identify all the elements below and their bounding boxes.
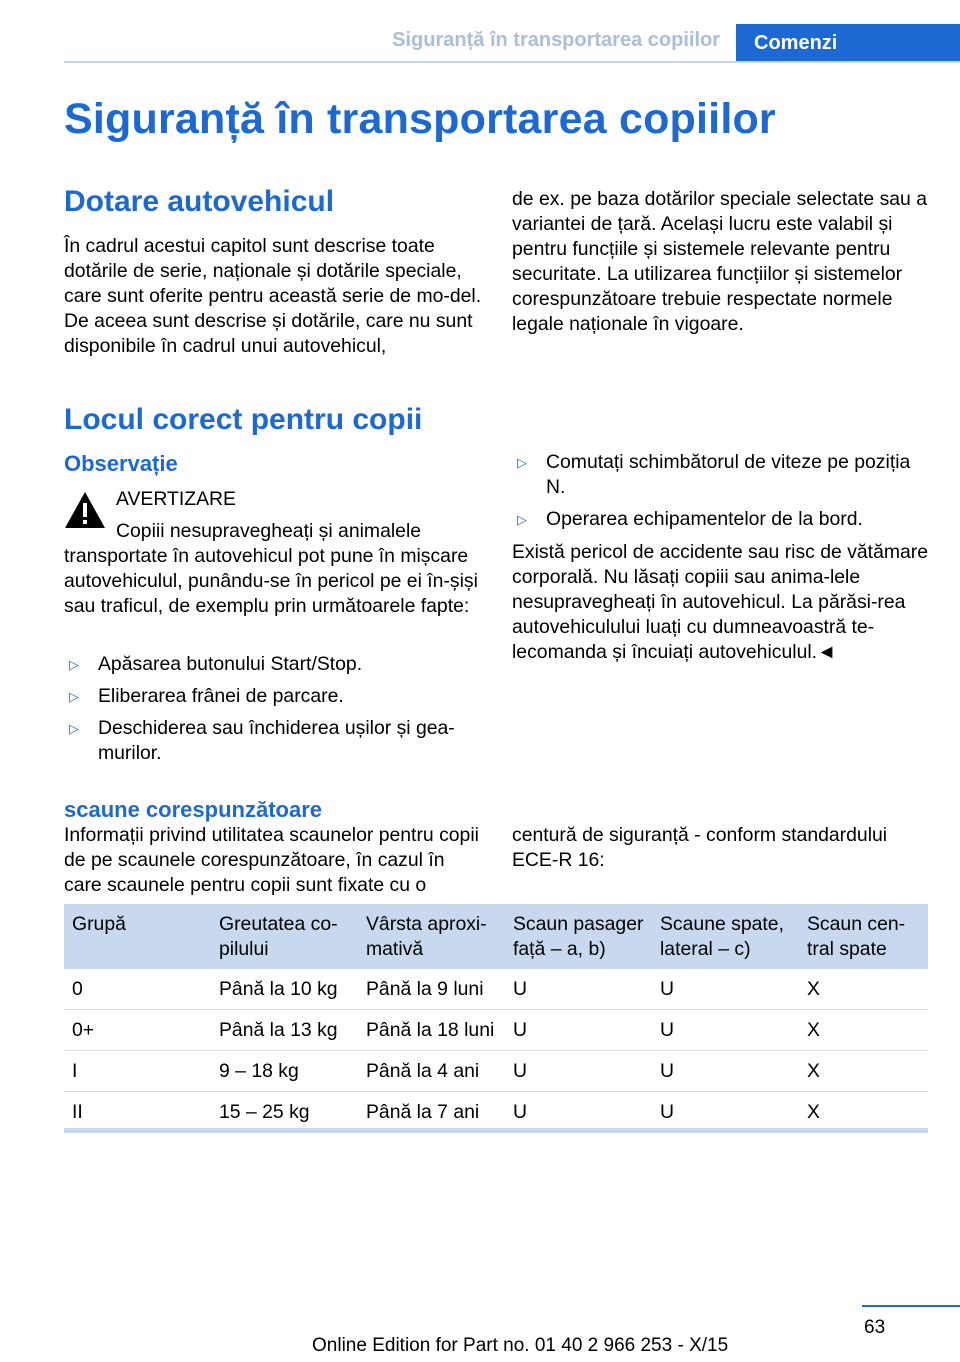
table-header-cell: Scaun pasager față – a, b)	[505, 904, 652, 969]
page-number: 63	[864, 1317, 886, 1338]
list-item: ▷ Eliberarea frânei de parcare.	[69, 685, 344, 707]
bullet-triangle-icon: ▷	[69, 689, 79, 704]
scaune-text-col2: centură de siguranță - conform standardului ECE-R 16:	[512, 824, 888, 871]
table-cell: U	[652, 1051, 799, 1092]
page-number-rule	[862, 1305, 960, 1307]
table-cell: Până la 4 ani	[358, 1051, 505, 1092]
heading-dotare: Dotare autovehicul	[64, 185, 335, 218]
table-cell: U	[505, 1010, 652, 1051]
scaune-text-col1: Informații privind utilitatea scaunelor pentru copii de pe scaunele corespunzătoare, în cazul în care scaunele pentru copii sunt fixate cu o	[64, 824, 479, 896]
table-header-cell: Grupă	[64, 904, 211, 969]
table-cell: U	[652, 1092, 799, 1133]
table-cell: Până la 13 kg	[211, 1010, 358, 1051]
footer-edition-text: Online Edition for Part no. 01 40 2 966 253 - X/15	[312, 1335, 729, 1356]
table-cell: U	[505, 1092, 652, 1133]
warning-label: AVERTIZARE	[116, 488, 236, 510]
table-row	[64, 1092, 928, 1133]
warning-text-first-line: Copiii nesupravegheați și animalele	[116, 520, 422, 542]
subheading-scaune: scaune corespunzătoare	[64, 797, 322, 822]
table-header-cell: Greutatea co‐pilului	[211, 904, 358, 969]
bullet-list-left	[64, 652, 484, 773]
table-cell: Până la 9 luni	[358, 969, 505, 1010]
table-cell: 0	[64, 969, 211, 1010]
table-cell: U	[505, 1051, 652, 1092]
list-item: ▷ Operarea echipamentelor de la bord.	[517, 508, 863, 530]
bullet-triangle-icon: ▷	[517, 455, 527, 470]
header-rule	[64, 61, 960, 63]
table-header-cell: Vârsta aproxi‐mativă	[358, 904, 505, 969]
table-cell: II	[64, 1092, 211, 1133]
bullet-list-right	[512, 450, 932, 539]
list-item: ▷ Comutați schimbătorul de viteze pe poziția N.	[517, 451, 911, 498]
table-row	[64, 1010, 928, 1051]
table-cell: 9 – 18 kg	[211, 1051, 358, 1092]
table-cell: X	[799, 1051, 928, 1092]
table-row	[64, 969, 928, 1010]
list-item: ▷ Deschiderea sau închiderea ușilor și gea‐murilor.	[69, 717, 455, 764]
bullet-triangle-icon: ▷	[69, 721, 79, 736]
child-seat-table	[64, 904, 928, 1133]
bullet-triangle-icon: ▷	[517, 512, 527, 527]
table-row	[64, 1051, 928, 1092]
table-cell: U	[652, 1010, 799, 1051]
dotare-text-col2: de ex. pe baza dotărilor speciale selectate sau a variantei de țară. Același lucru este valabil și pentru funcțiile și sistemele relevante pentru securitate. La utilizarea funcțiilor și sistemelor corespunzătoare trebuie respectate normele legale naționale în vigoare.	[512, 188, 928, 335]
page-title: Siguranță în transportarea copiilor	[64, 95, 776, 143]
table-cell: Până la 18 luni	[358, 1010, 505, 1051]
table-header-row	[64, 904, 928, 969]
list-item: ▷ Apăsarea butonului Start/Stop.	[69, 653, 363, 675]
warning-closing-text: Există pericol de accidente sau risc de vătămare corporală. Nu lăsați copiii sau anima‐lele nesupravegheați în autovehicul. La părăsi‐rea autovehiculului luați cu dumneavoastră te‐lecomanda și încuiați autovehiculul.◄	[512, 541, 929, 663]
warning-icon	[64, 490, 106, 530]
header-tab-comenzi[interactable]: Comenzi	[736, 24, 960, 62]
table-cell: U	[652, 969, 799, 1010]
subheading-observatie: Observație	[64, 451, 178, 476]
table-cell: Până la 7 ani	[358, 1092, 505, 1133]
bullet-triangle-icon: ▷	[69, 657, 79, 672]
table-cell: 0+	[64, 1010, 211, 1051]
table-cell: U	[505, 969, 652, 1010]
table-cell: 15 – 25 kg	[211, 1092, 358, 1133]
table-cell: X	[799, 1010, 928, 1051]
table-cell: X	[799, 969, 928, 1010]
table-header-cell: Scaun cen‐tral spate	[799, 904, 928, 969]
table-bottom-rule	[64, 1128, 928, 1133]
warning-text: transportate în autovehicul pot pune în mișcare autovehiculul, punându-se în pericol pe ei în‐șiși sau traficul, de exemplu prin următoarele fapte:	[64, 545, 478, 617]
heading-locul-corect: Locul corect pentru copii	[64, 403, 423, 436]
header-section-title: Siguranță în transportarea copiilor	[392, 29, 720, 51]
table-cell: Până la 10 kg	[211, 969, 358, 1010]
dotare-text-col1: În cadrul acestui capitol sunt descrise toate dotările de serie, naționale și dotările speciale, care sunt oferite pentru această serie de mo‐del. De aceea sunt descrise și dotările, care nu sunt disponibile în cadrul unui autovehicul,	[64, 235, 482, 357]
table-cell: I	[64, 1051, 211, 1092]
table-cell: X	[799, 1092, 928, 1133]
table-header-cell: Scaune spate, lateral – c)	[652, 904, 799, 969]
